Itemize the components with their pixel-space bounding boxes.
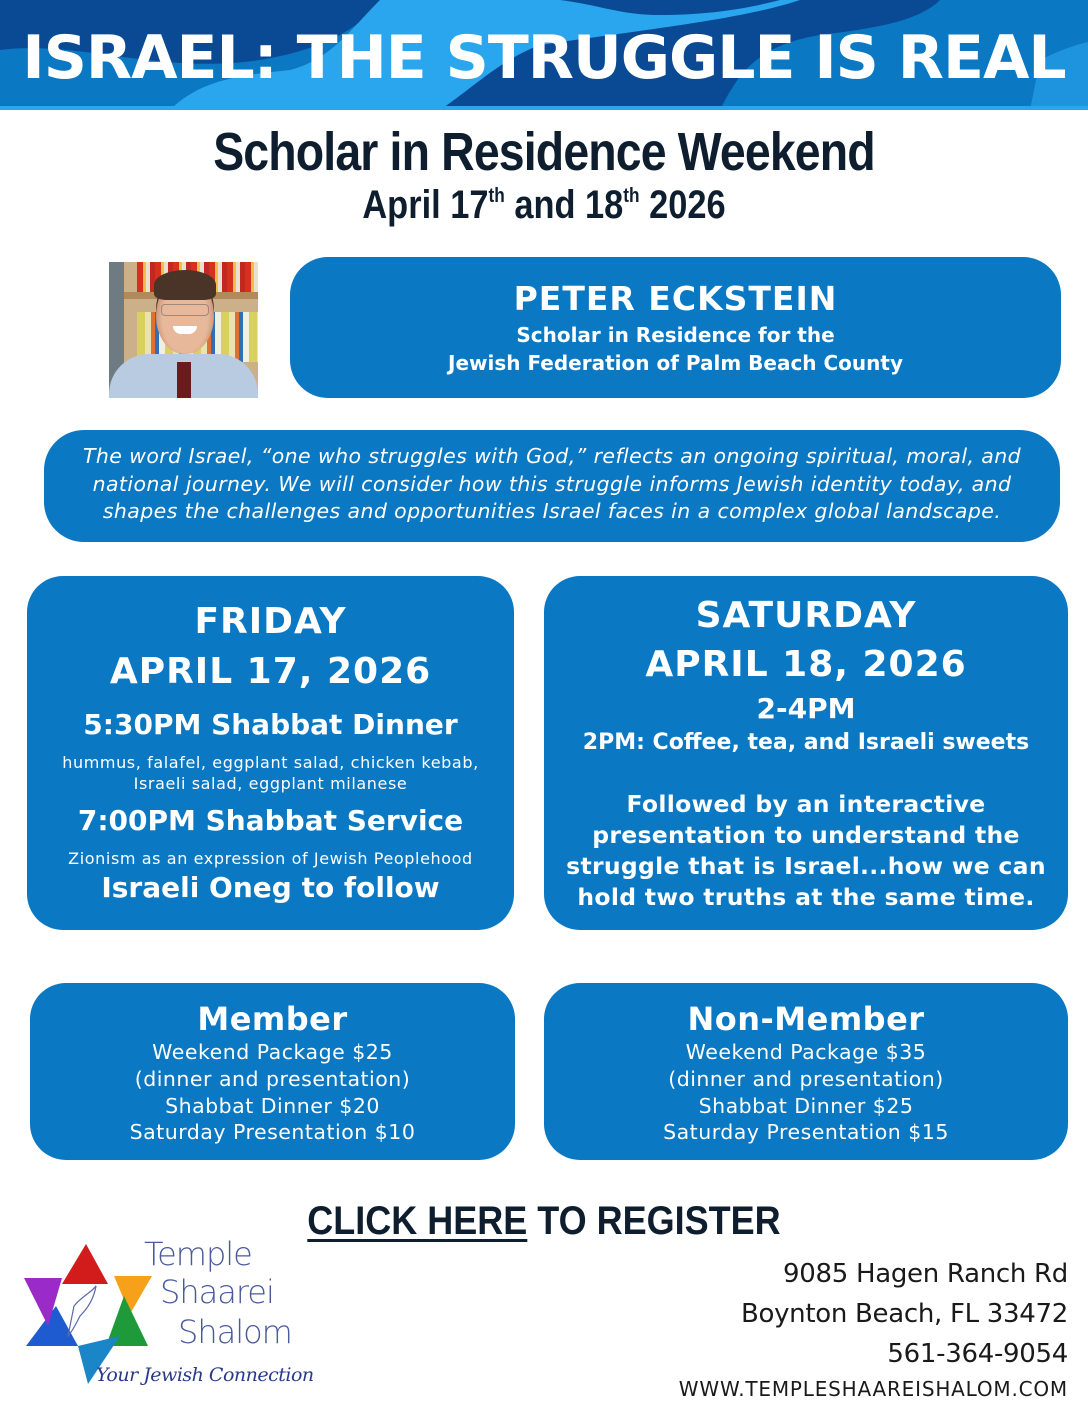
saturday-presentation: Followed by an interactive xyxy=(626,790,986,818)
logo-word-shaarei: Shaarei xyxy=(160,1273,274,1311)
description-line: The word Israel, “one who struggles with God,” reflects an ongoing spiritual, moral, and xyxy=(82,444,1022,468)
member-title: Member xyxy=(197,1000,348,1038)
scholar-name: PETER ECKSTEIN xyxy=(513,279,838,318)
friday-menu: hummus, falafel, eggplant salad, chicken kebab, xyxy=(62,753,479,772)
saturday-presentation: presentation to understand the xyxy=(592,821,1020,849)
member-pricing-card xyxy=(30,983,515,1160)
description-line: shapes the challenges and opportunities Israel faces in a complex global landscape. xyxy=(102,499,1002,523)
date-year: 2026 xyxy=(639,183,726,227)
saturday-presentation: hold two truths at the same time. xyxy=(577,883,1035,911)
member-price-list xyxy=(30,1039,515,1146)
friday-oneg: Israeli Oneg to follow xyxy=(101,871,440,904)
description-card xyxy=(44,430,1060,542)
saturday-time: 2-4PM xyxy=(756,692,856,725)
price-line: Weekend Package $25 xyxy=(152,1040,393,1064)
temple-logo xyxy=(22,1235,314,1396)
logo-tagline: Your Jewish Connection xyxy=(96,1364,314,1386)
scholar-role xyxy=(290,321,1061,377)
friday-service-time: 7:00PM Shabbat Service xyxy=(77,804,464,837)
price-line: Shabbat Dinner $20 xyxy=(165,1093,380,1118)
friday-card xyxy=(27,576,514,930)
non-member-pricing-card xyxy=(544,983,1068,1160)
price-line: Saturday Presentation $10 xyxy=(129,1120,416,1145)
saturday-date: APRIL 18, 2026 xyxy=(645,644,967,685)
banner-title: ISRAEL: THE STRUGGLE IS REAL xyxy=(22,23,1066,93)
description-line: national journey. We will consider how this struggle informs Jewish identity today, and xyxy=(92,471,1012,496)
saturday-card xyxy=(544,576,1068,930)
friday-menu: Israeli salad, eggplant milanese xyxy=(133,774,408,793)
saturday-day: SATURDAY xyxy=(695,595,917,636)
event-title: Scholar in Residence Weekend xyxy=(213,122,875,182)
date-start: April 17 xyxy=(362,183,489,227)
friday-day: FRIDAY xyxy=(194,601,347,642)
description-text xyxy=(44,443,1060,526)
friday-service-topic: Zionism as an expression of Jewish Peoplehood xyxy=(68,849,473,868)
logo-word-temple: Temple xyxy=(144,1235,252,1273)
non-member-title: Non-Member xyxy=(687,1000,925,1038)
saturday-refreshments: 2PM: Coffee, tea, and Israeli sweets xyxy=(582,730,1030,755)
scholar-photo xyxy=(109,262,258,398)
price-line: (dinner and presentation) xyxy=(668,1066,944,1091)
friday-date: APRIL 17, 2026 xyxy=(109,651,432,692)
price-line: Shabbat Dinner $25 xyxy=(698,1093,914,1118)
register-suffix: TO REGISTER xyxy=(527,1199,781,1243)
date-suffix: th xyxy=(488,185,505,207)
scholar-role-line: Jewish Federation of Palm Beach County xyxy=(448,351,903,375)
address-street: 9085 Hagen Ranch Rd xyxy=(783,1259,1068,1289)
scholar-card xyxy=(290,257,1061,398)
price-line: Saturday Presentation $15 xyxy=(663,1120,949,1145)
phone-number: 561-364-9054 xyxy=(887,1339,1068,1369)
price-line: (dinner and presentation) xyxy=(134,1066,411,1091)
saturday-presentation: struggle that is Israel...how we can xyxy=(566,852,1046,880)
date-suffix: th xyxy=(623,185,640,207)
dove-icon xyxy=(68,1286,96,1336)
register-link[interactable]: CLICK HERE xyxy=(307,1199,528,1243)
website-link[interactable]: WWW.TEMPLESHAAREISHALOM.COM xyxy=(678,1377,1068,1401)
event-dates xyxy=(76,180,1012,230)
scholar-role-line: Scholar in Residence for the xyxy=(516,323,835,347)
address-city: Boynton Beach, FL 33472 xyxy=(740,1299,1068,1329)
header-banner xyxy=(0,0,1088,110)
price-line: Weekend Package $35 xyxy=(685,1040,927,1064)
contact-info xyxy=(679,1254,1068,1404)
logo-word-shalom: Shalom xyxy=(178,1313,292,1351)
friday-dinner-time: 5:30PM Shabbat Dinner xyxy=(83,708,458,741)
date-end: and 18 xyxy=(504,183,624,227)
non-member-price-list xyxy=(544,1039,1068,1146)
